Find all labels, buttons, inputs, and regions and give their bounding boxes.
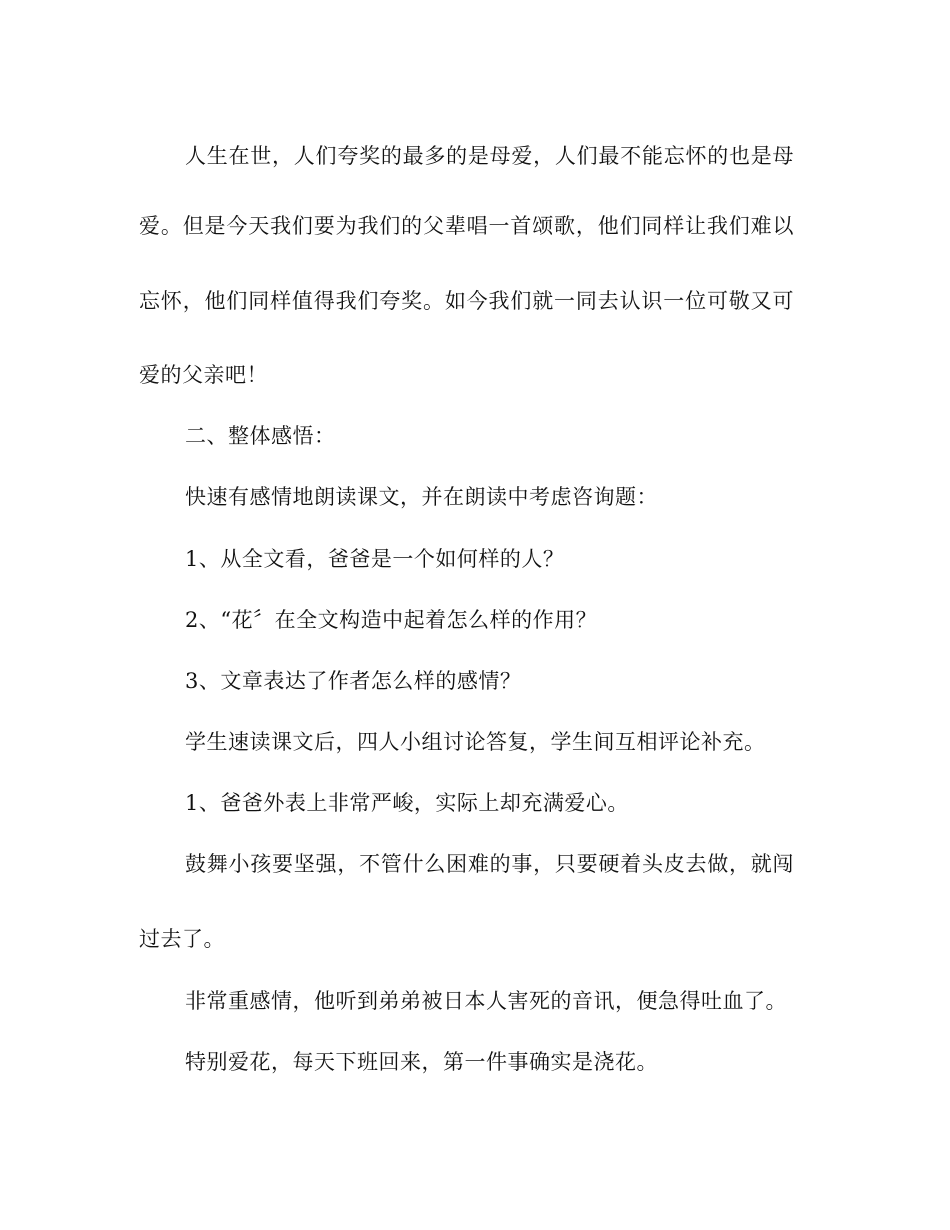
paragraph-line: 爱。但是今天我们要为我们的父辈唱一首颂歌，他们同样让我们难以 — [139, 214, 794, 238]
list-item: 2、“花〞在全文构造中起着怎么样的作用？ — [185, 608, 598, 632]
paragraph-line: 忘怀，他们同样值得我们夸奖。如今我们就一同去认识一位可敬又可 — [139, 289, 794, 313]
list-item: 3、文章表达了作者怎么样的感情？ — [185, 669, 522, 693]
paragraph-line: 过去了。 — [139, 927, 225, 951]
list-item: 1、爸爸外表上非常严峻，实际上却充满爱心。 — [185, 791, 629, 815]
paragraph-line: 爱的父亲吧！ — [139, 363, 268, 387]
paragraph-line: 鼓舞小孩要坚强，不管什么困难的事，只要硬着头皮去做，就闯 — [185, 852, 794, 876]
list-item: 1、从全文看，爸爸是一个如何样的人？ — [185, 547, 565, 571]
paragraph-line: 特别爱花，每天下班回来，第一件事确实是浇花。 — [185, 1050, 658, 1074]
paragraph-line: 学生速读课文后，四人小组讨论答复，学生间互相评论补充。 — [185, 730, 766, 754]
paragraph-line: 非常重感情，他听到弟弟被日本人害死的音讯，便急得吐血了。 — [185, 989, 787, 1013]
paragraph-line: 人生在世，人们夸奖的最多的是母爱，人们最不能忘怀的也是母 — [185, 144, 794, 168]
paragraph-line: 快速有感情地朗读课文，并在朗读中考虑咨询题： — [185, 485, 658, 509]
section-heading: 二、整体感悟： — [185, 424, 336, 448]
